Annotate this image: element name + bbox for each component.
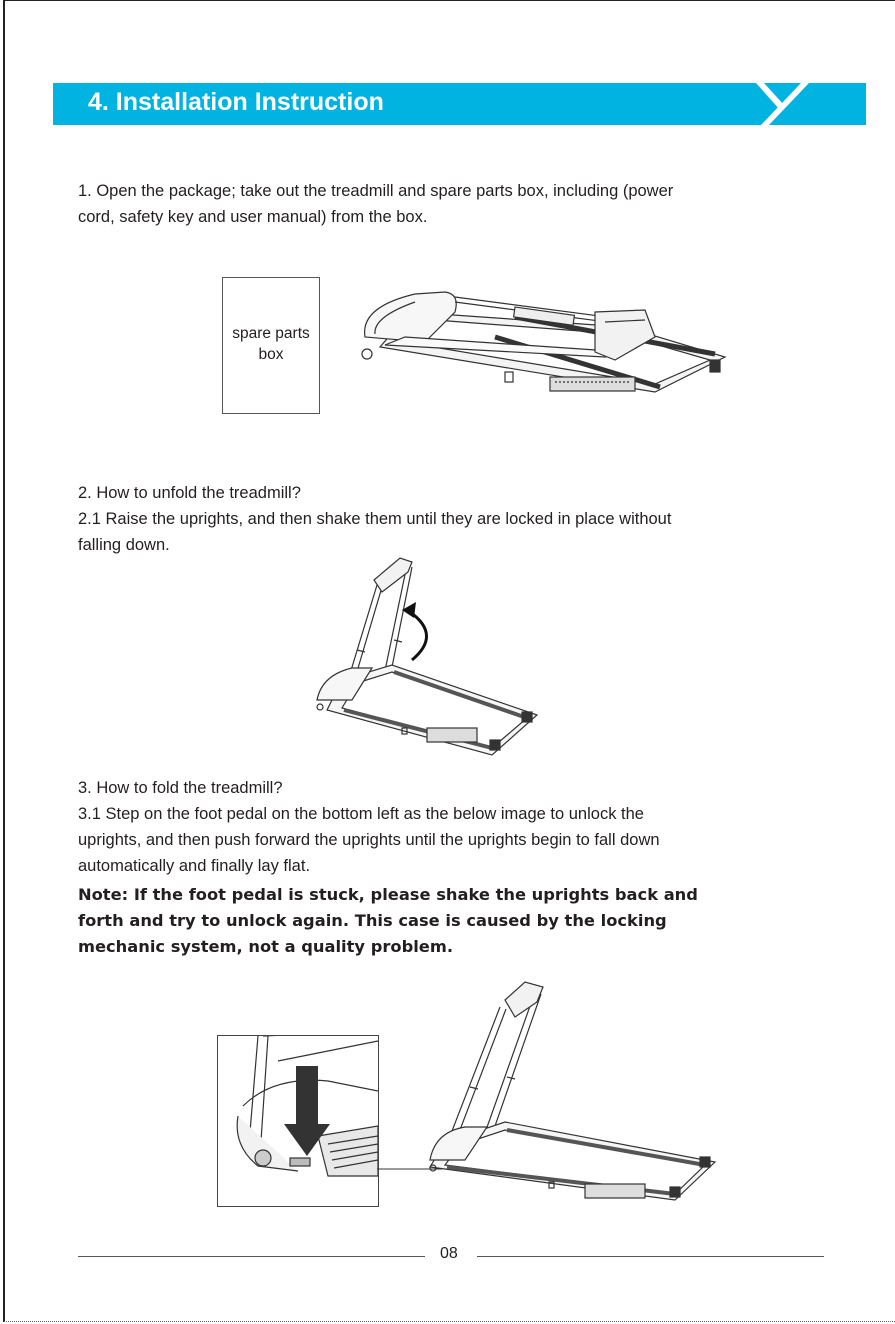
warning-note — [78, 882, 838, 960]
step2-line-2: falling down. — [78, 536, 170, 554]
box-label-line-1: spare parts — [232, 325, 310, 342]
step1-line-2: cord, safety key and user manual) from the box. — [78, 208, 428, 226]
footer-rule-left — [78, 1256, 425, 1257]
foot-pedal-icon — [218, 1036, 378, 1206]
fold-treadmill-illustration — [425, 972, 720, 1207]
box-label-line-2: box — [258, 346, 284, 363]
step1-line-1: 1. Open the package; take out the treadmill and spare parts box, including (power — [78, 182, 674, 200]
step3-line-3: automatically and finally lay flat. — [78, 857, 311, 875]
note-line-2: forth and try to unlock again. This case is caused by the locking — [78, 911, 667, 930]
header-slash-icon — [706, 83, 866, 125]
page-number: 08 — [440, 1245, 458, 1262]
unfold-treadmill-illustration — [312, 550, 542, 765]
step2-line-1: 2.1 Raise the uprights, and then shake them until they are locked in place without — [78, 510, 672, 528]
note-line-1: Note: If the foot pedal is stuck, please shake the uprights back and — [78, 885, 698, 904]
foot-pedal-detail-inset — [217, 1035, 379, 1207]
spare-parts-box — [222, 277, 320, 414]
section-title: 4. Installation Instruction — [88, 88, 384, 116]
step3-line-1: 3.1 Step on the foot pedal on the bottom left as the below image to unlock the — [78, 805, 644, 823]
note-line-3: mechanic system, not a quality problem. — [78, 937, 454, 956]
footer-rule-right — [477, 1256, 824, 1257]
step2-title: 2. How to unfold the treadmill? — [78, 484, 301, 502]
step3-title: 3. How to fold the treadmill? — [78, 779, 283, 797]
spare-parts-box-label — [223, 323, 319, 365]
section-header — [53, 83, 866, 125]
folded-treadmill-illustration — [355, 282, 745, 404]
step3-line-2: uprights, and then push forward the uprights until the uprights begin to fall down — [78, 831, 660, 849]
